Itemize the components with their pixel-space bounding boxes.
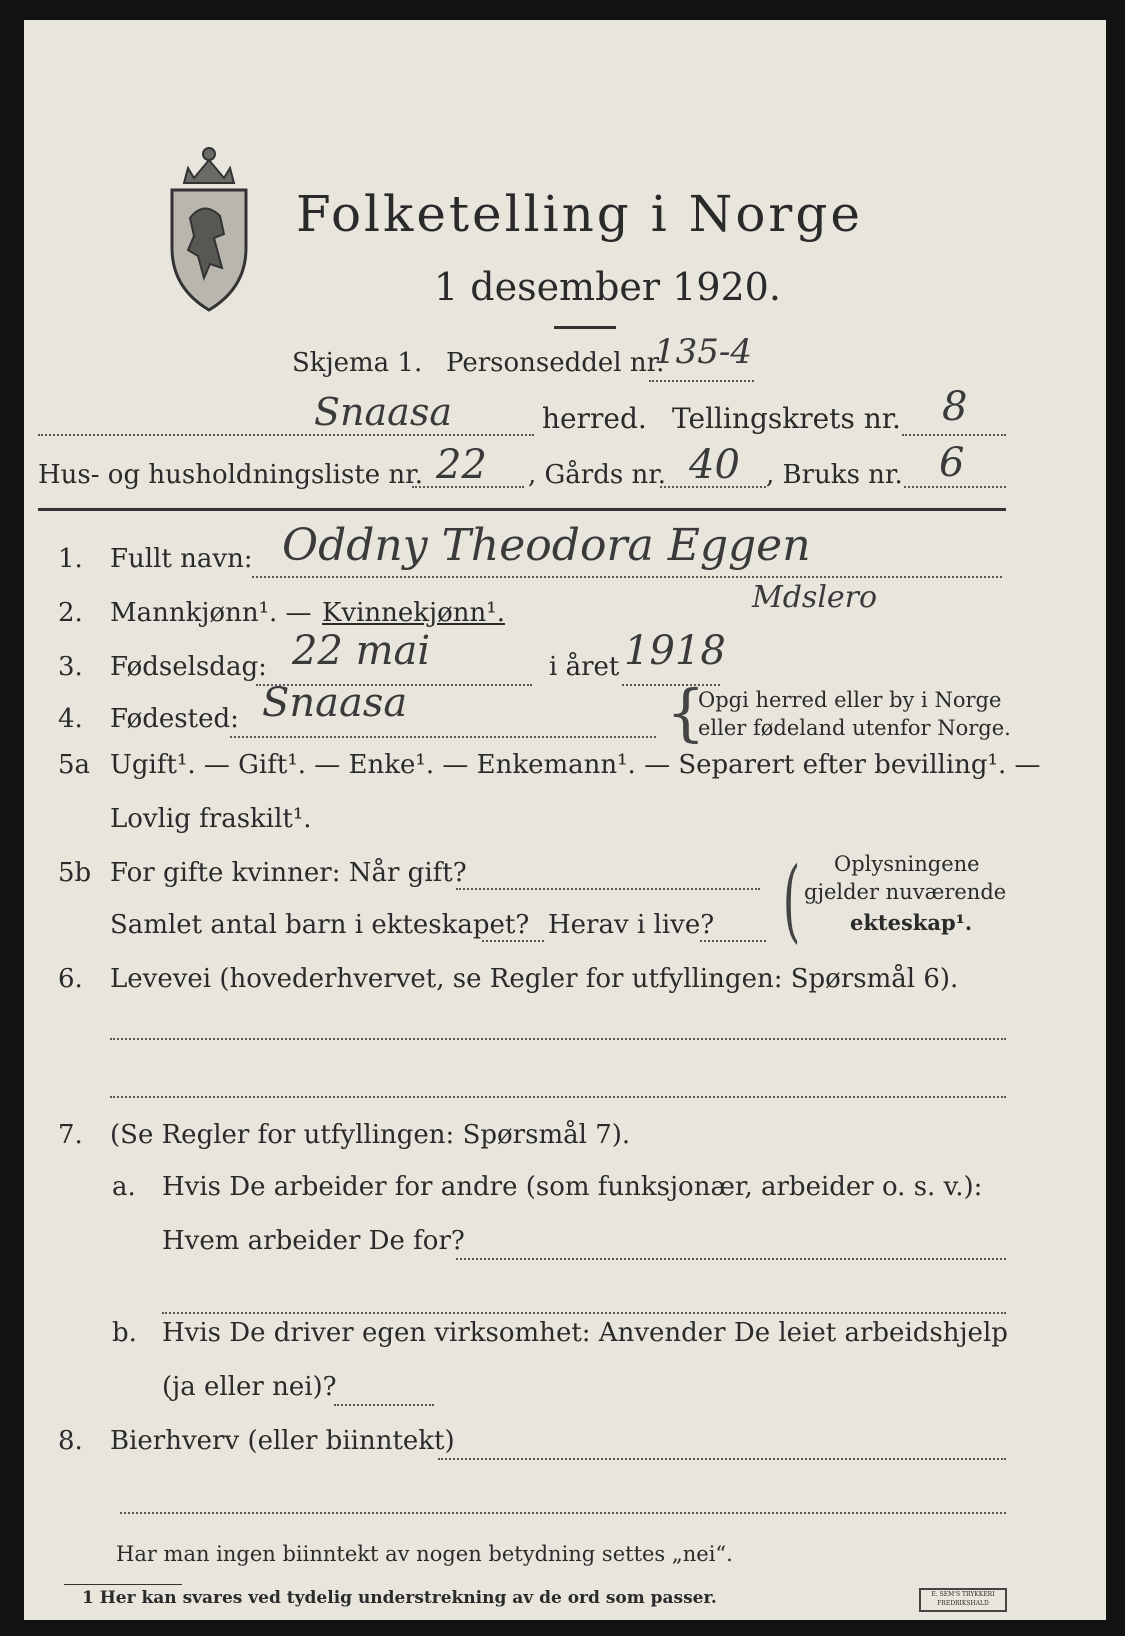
q6-number: 6. [58, 964, 83, 994]
herred-line [38, 434, 534, 436]
q5b-line1: For gifte kvinner: Når gift? [110, 858, 467, 888]
q4-birthplace: Snaasa [262, 680, 408, 726]
divider [554, 326, 616, 329]
footer-note: Har man ingen biinntekt av nogen betydning settes „nei“. [116, 1542, 733, 1566]
section-divider [38, 508, 1006, 511]
q1-line [252, 576, 1002, 578]
footnote: 1 Her kan svares ved tydelig understrekning av de ord som passer. [82, 1588, 717, 1608]
q8-number: 8. [58, 1426, 83, 1456]
q3-number: 3. [58, 652, 83, 682]
gards-value: 40 [689, 442, 740, 488]
q7a-line1: Hvis De arbeider for andre (som funksjonær, arbeider o. s. v.): [162, 1172, 983, 1202]
q7b-letter: b. [112, 1318, 137, 1348]
q2-mann: Mannkjønn¹. — [110, 598, 312, 628]
q5b-alive-label: Herav i live? [548, 910, 715, 940]
footnote-divider [64, 1584, 182, 1585]
q7b-line2: (ja eller nei)? [162, 1372, 337, 1402]
q7a-employer-line [456, 1258, 1006, 1260]
q8-label: Bierhverv (eller biinntekt) [110, 1426, 455, 1456]
q5b-married-line [456, 888, 760, 890]
q5b-note-line3: ekteskap¹. [850, 910, 973, 935]
q5b-note-line1: Oplysningene [834, 852, 980, 876]
page-title: Folketelling i Norge [296, 185, 863, 243]
q3-year: 1918 [624, 628, 726, 674]
q7-number: 7. [58, 1120, 83, 1150]
gards-label: , Gårds nr. [528, 460, 667, 490]
q7-label: (Se Regler for utfyllingen: Spørsmål 7). [110, 1120, 631, 1150]
q4-label: Fødested: [110, 704, 239, 734]
q4-note-line2: eller fødeland utenfor Norge. [698, 716, 1011, 740]
q1-number: 1. [58, 544, 83, 574]
q5b-note-line2: gjelder nuværende [804, 880, 1007, 904]
q4-line [230, 736, 656, 738]
census-form [24, 20, 1106, 1620]
personseddel-line [649, 380, 754, 382]
q5a-line1: Ugift¹. — Gift¹. — Enke¹. — Enkemann¹. — Separert efter bevilling¹. — [110, 750, 1041, 780]
q7a-line2: Hvem arbeider De for? [162, 1226, 465, 1256]
q5b-alive-line [700, 940, 766, 942]
printer-stamp: E. SEM'S TRYKKERI FREDRIKSHALD [919, 1588, 1007, 1612]
q4-number: 4. [58, 704, 83, 734]
herred-value: Snaasa [314, 390, 452, 434]
tellingskrets-line [902, 434, 1006, 436]
tellingskrets-label: Tellingskrets nr. [672, 402, 901, 435]
q6-line2 [110, 1096, 1006, 1098]
q1-label: Fullt navn: [110, 544, 253, 574]
bruks-line [904, 486, 1006, 488]
q5b-bracket: ( [782, 848, 801, 953]
q6-line1 [110, 1038, 1006, 1040]
q4-brace: { [666, 676, 706, 749]
schema-label: Skjema 1. [292, 348, 423, 378]
q2-kvinne: Kvinnekjønn¹. [322, 598, 505, 628]
q6-label: Levevei (hovederhvervet, se Regler for utfyllingen: Spørsmål 6). [110, 964, 959, 994]
q5a-line2: Lovlig fraskilt¹. [110, 804, 312, 834]
q2-number: 2. [58, 598, 83, 628]
q5b-children-label: Samlet antal barn i ekteskapet? [110, 910, 530, 940]
q1-full-name: Oddny Theodora Eggen [282, 520, 811, 571]
personseddel-value: 135-4 [654, 332, 753, 372]
q5b-children-line [482, 940, 544, 942]
q4-note-line1: Opgi herred eller by i Norge [698, 688, 1002, 712]
hus-value: 22 [436, 442, 487, 488]
q7a-letter: a. [112, 1172, 136, 1202]
q8-line1 [438, 1458, 1006, 1460]
q5a-number: 5a [58, 750, 91, 780]
coat-of-arms-icon [164, 138, 254, 318]
q5b-number: 5b [58, 858, 92, 888]
census-date: 1 desember 1920. [434, 265, 781, 309]
q3-year-label: i året [549, 652, 620, 682]
tellingskrets-value: 8 [942, 384, 968, 430]
q7b-line1: Hvis De driver egen virksomhet: Anvender De leiet arbeidshjelp [162, 1318, 1008, 1348]
bruks-label: , Bruks nr. [766, 460, 903, 490]
hus-label: Hus- og husholdningsliste nr. [38, 460, 424, 490]
q1-note: Mdslero [752, 580, 878, 615]
q3-label: Fødselsdag: [110, 652, 267, 682]
herred-label: herred. [542, 402, 647, 435]
q3-birthday: 22 mai [292, 628, 431, 674]
q7b-answer-line [334, 1404, 434, 1406]
personseddel-label: Personseddel nr. [446, 348, 665, 378]
q8-line2 [120, 1512, 1006, 1514]
q7a-extra-line [162, 1312, 1006, 1314]
bruks-value: 6 [939, 440, 965, 486]
